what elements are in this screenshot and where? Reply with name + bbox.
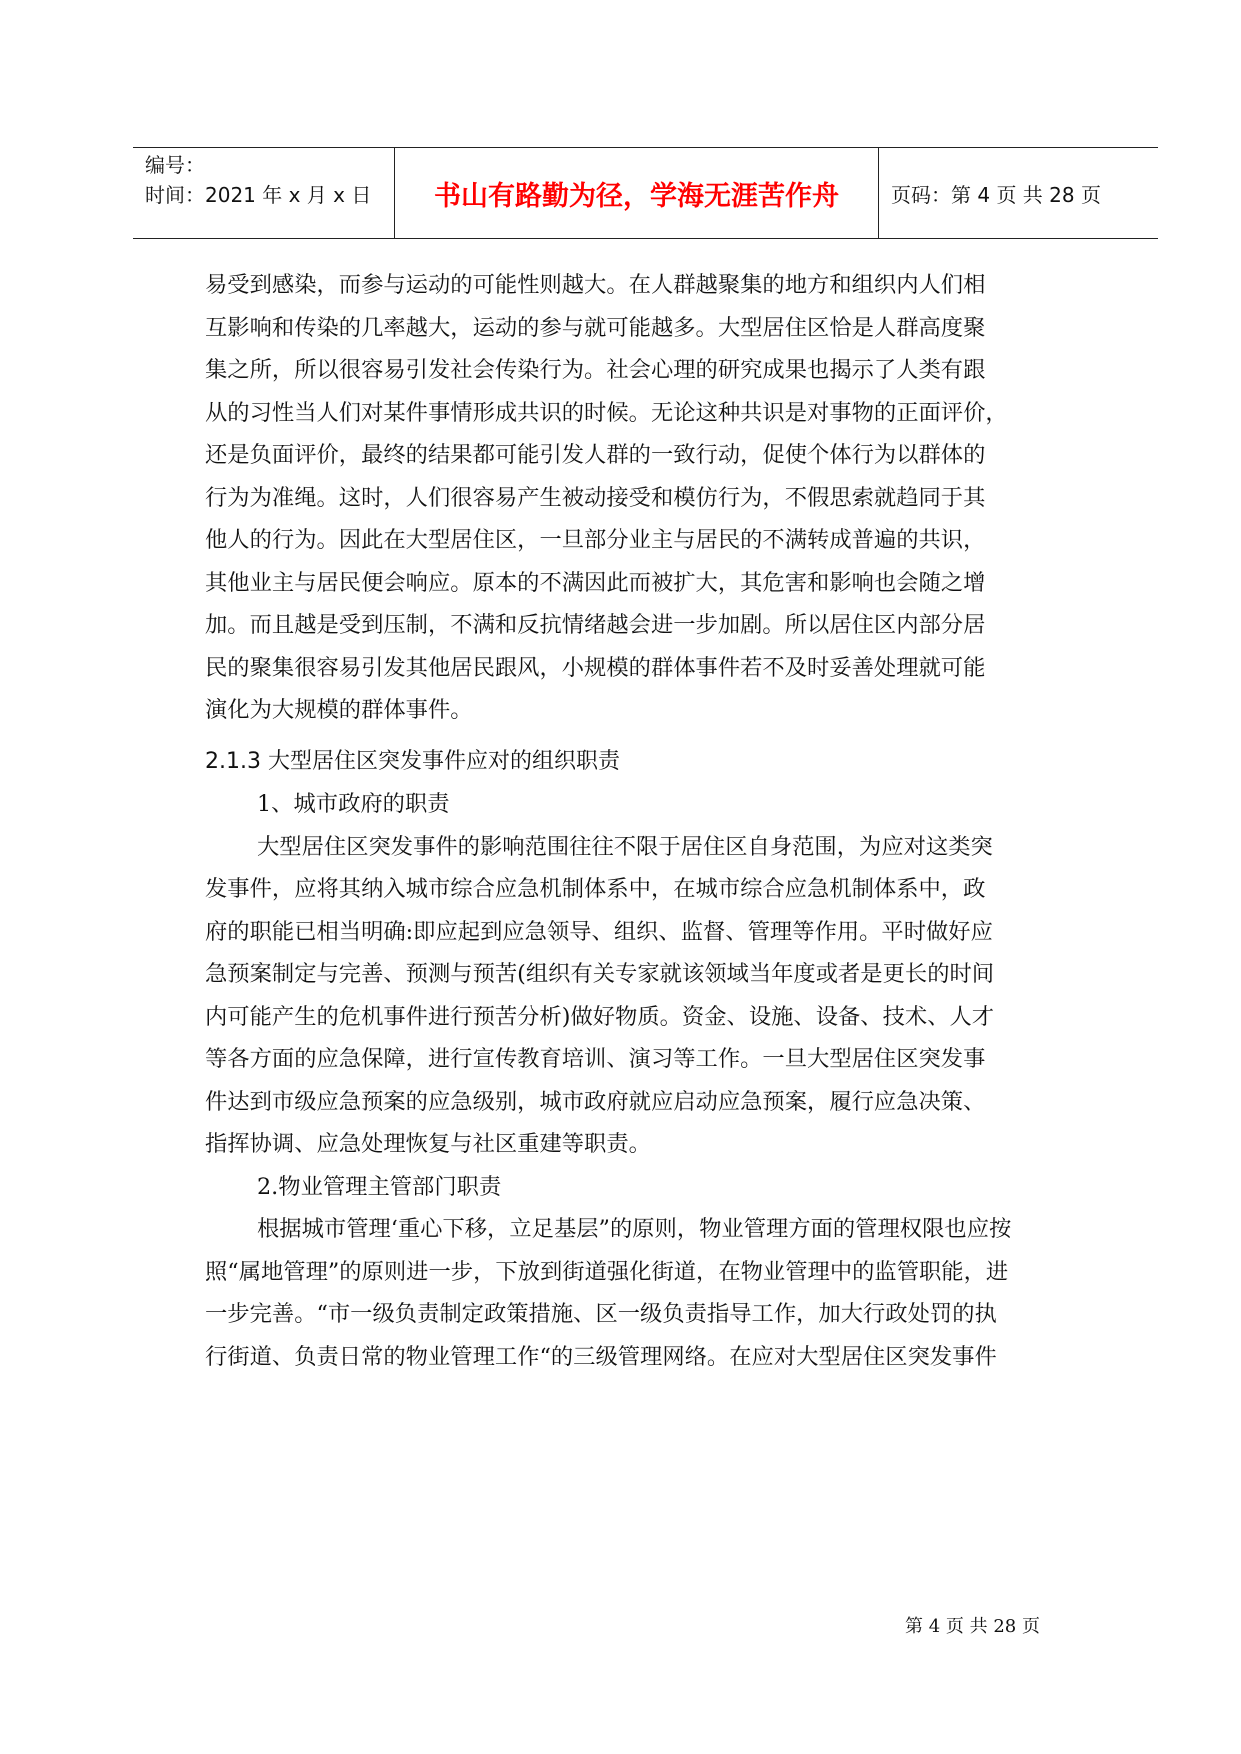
text-line: 从的习性当人们对某件事情形成共识的时候。无论这种共识是对事物的正面评价， — [205, 399, 1008, 426]
paragraph-2 — [205, 826, 1085, 1166]
header-number-label: 编号： — [145, 153, 205, 177]
header-slogan: 书山有路勤为径，学海无涯苦作舟 — [395, 148, 879, 238]
paragraph-1 — [205, 264, 1085, 732]
text-line: 指挥协调、应急处理恢复与社区重建等职责。 — [205, 1131, 651, 1157]
text-line: 易受到感染，而参与运动的可能性则越大。在人群越聚集的地方和组织内人们相 — [205, 272, 986, 298]
text-line: 民的聚集很容易引发其他居民跟风，小规模的群体事件若不及时妥善处理就可能 — [205, 654, 986, 681]
page-footer-number: 第 4 页 共 28 页 — [905, 1616, 1040, 1637]
text-line: 大型居住区突发事件的影响范围往往不限于居住区自身范围，为应对这类突 — [257, 833, 993, 860]
text-line: 一步完善。“市一级负责制定政策措施、区一级负责指导工作，加大行政处罚的执 — [205, 1301, 997, 1327]
header-info-cell — [133, 148, 395, 238]
text-line: 他人的行为。因此在大型居住区，一旦部分业主与居民的不满转成普遍的共识， — [205, 527, 986, 553]
document-header — [133, 147, 1158, 239]
text-line: 件达到市级应急预案的应急级别，城市政府就应启动应急预案，履行应急决策、 — [205, 1088, 986, 1115]
text-line: 照“属地管理”的原则进一步，下放到街道强化街道，在物业管理中的监管职能，进 — [205, 1258, 1009, 1285]
text-line: 行为为准绳。这时，人们很容易产生被动接受和模仿行为，不假思索就趋同于其 — [205, 484, 986, 511]
text-line: 行街道、负责日常的物业管理工作“的三级管理网络。在应对大型居住区突发事件 — [205, 1343, 997, 1370]
text-line: 急预案制定与完善、预测与预苦(组织有关专家就该领域当年度或者是更长的时间 — [205, 961, 995, 987]
subsection-title-2: 2.物业管理主管部门职责 — [257, 1173, 502, 1200]
text-line: 根据城市管理‘重心下移，立足基层”的原则，物业管理方面的管理权限也应按 — [257, 1216, 1012, 1242]
paragraph-3 — [205, 1208, 1085, 1378]
text-line: 发事件，应将其纳入城市综合应急机制体系中，在城市综合应急机制体系中，政 — [205, 876, 986, 902]
subsection-title-1: 1、城市政府的职责 — [257, 791, 450, 817]
text-line: 其他业主与居民便会响应。原本的不满因此而被扩大，其危害和影响也会随之增 — [205, 569, 986, 596]
text-line: 内可能产生的危机事件进行预苦分析)做好物质。资金、设施、设备、技术、人才 — [205, 1003, 995, 1030]
document-body — [205, 264, 1085, 1378]
header-page-code: 页码：第 4 页 共 28 页 — [891, 182, 1101, 207]
text-line: 加。而且越是受到压制，不满和反抗情绪越会进一步加剧。所以居住区内部分居 — [205, 612, 986, 638]
text-line: 互影响和传染的几率越大，运动的参与就可能越多。大型居住区恰是人群高度聚 — [205, 314, 986, 341]
text-line: 演化为大规模的群体事件。 — [205, 697, 473, 723]
text-line: 府的职能已相当明确:即应起到应急领导、组织、监督、管理等作用。平时做好应 — [205, 918, 993, 945]
text-line: 集之所，所以很容易引发社会传染行为。社会心理的研究成果也揭示了人类有跟 — [205, 357, 986, 383]
section-heading: 2.1.3 大型居住区突发事件应对的组织职责 — [205, 748, 620, 774]
header-time-label: 时间：2021 年 x 月 x 日 — [145, 183, 372, 207]
text-line: 等各方面的应急保障，进行宣传教育培训、演习等工作。一旦大型居住区突发事 — [205, 1046, 986, 1072]
text-line: 还是负面评价，最终的结果都可能引发人群的一致行动，促使个体行为以群体的 — [205, 442, 986, 468]
